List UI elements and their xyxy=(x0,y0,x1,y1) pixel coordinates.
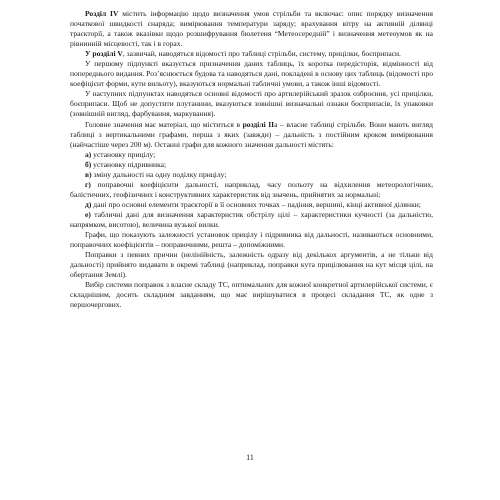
list-item xyxy=(70,210,433,230)
bold-text: б) xyxy=(85,159,92,169)
text-run: установку прицілу; xyxy=(91,149,156,159)
paragraph xyxy=(70,9,433,49)
text-run: У першому підпункті вказується призначення даних таблиць, їх коротка передісторія, відмінності від попереднього видання. Роз’яснюється будова та наводяться дані, покладені в основу цих таблиць (відомості про коефіцієнт форми, кути вильоту), вказуються нормальні табличні умови, а також інші відомості. xyxy=(70,59,433,89)
text-run: установку підривника; xyxy=(91,159,167,169)
text-run: зміну дальності на одну поділку прицілу; xyxy=(91,169,227,179)
text-run: , зазвичай, наводяться відомості про таблиці стрільби, систему, прицілки, боєприпаси. xyxy=(122,49,401,59)
paragraph xyxy=(70,89,433,119)
body-text xyxy=(70,9,433,310)
list-item xyxy=(70,150,433,160)
bold-text: г) xyxy=(85,179,91,189)
page-number: 11 xyxy=(246,453,254,462)
text-run: дані про основні елементи траєкторії в її основних точках – падіння, вершині, кінці активної ділянки; xyxy=(91,199,421,209)
bold-text: е) xyxy=(85,209,91,219)
bold-text: д) xyxy=(85,199,92,209)
text-run: містить інформацію щодо визначення умов стрільби та включає: опис порядку визначення початкової швидкості снаряда; вимірювання температури заряду; врахування вітру на активній ділянці траєкторії, а також вказівки щодо розшифрування бюлетеня “Метеосередній” і визначення метеоумов як на рівнинній місцевості, так і в горах. xyxy=(70,9,434,49)
list-item xyxy=(70,160,433,170)
text-run: У наступних підпунктах наводяться основні відомості про артилерійський зразок озброєння, усі прицілки, боєприпаси. Щоб не допустити плутанини, вказуються зовнішні визначальні ознаки боєприпасів, їх упаковки (зовнішній вигляд, фарбування, маркування). xyxy=(70,89,433,119)
paragraph xyxy=(70,230,433,250)
bold-text: Розділ IV xyxy=(85,9,119,18)
paragraph xyxy=(70,250,433,280)
list-item xyxy=(70,180,433,200)
paragraph xyxy=(70,120,433,150)
text-run: поправочні коефіцієнти дальності, наприклад, часу польоту на відхилення метеорологічних, балістичних, геофізичних і конструктивних характеристик від значень, прийнятих за нормальні; xyxy=(70,179,433,199)
bold-text: У розділі V xyxy=(85,49,123,59)
text-run: табличні дані для визначення характеристик обстрілу цілі – характеристики кучності (за дальністю, напрямком, висотою), величина вузької вилки. xyxy=(70,209,433,229)
text-run: Поправки з певних причин (нелінійність, залежність одразу від декількох аргументів, а не тільки від дальності) прийнято видавати в окремі таблиці (наприклад, поправки кута прицілювання на кут місця цілі, на обертання Землі). xyxy=(70,250,433,280)
text-run: а – власне таблиці стрільби. Вони мають вигляд таблиці з вертикальними графами, перша з яких (завжди) – дальність з постійним кроком вимірювання (найчастіше через 200 м). Останні графи для кожного значення дальності містять: xyxy=(70,119,433,149)
text-run: Головне значення має матеріал, що міститься в xyxy=(85,119,243,129)
text-run: Вибір системи поправок з власне складу ТС, оптимальних для кожної конкретної артилерійської системи, є складнішим, досить складним завданням, що має вирішуватися в процесі складання ТС, як одне з першочергових. xyxy=(70,280,433,310)
paragraph xyxy=(70,49,433,59)
bold-text: а) xyxy=(85,149,92,159)
bold-text: в) xyxy=(85,169,92,179)
list-item xyxy=(70,170,433,180)
text-run: Графи, що показують залежності установок прицілу і підривника від дальності, називаються основними, поправочних коефіцієнтів – поправочними, решта – допоміжними. xyxy=(70,230,433,250)
bold-text: розділі II xyxy=(242,119,275,129)
list-item xyxy=(70,200,433,210)
paragraph xyxy=(70,280,433,310)
paragraph xyxy=(70,59,433,89)
